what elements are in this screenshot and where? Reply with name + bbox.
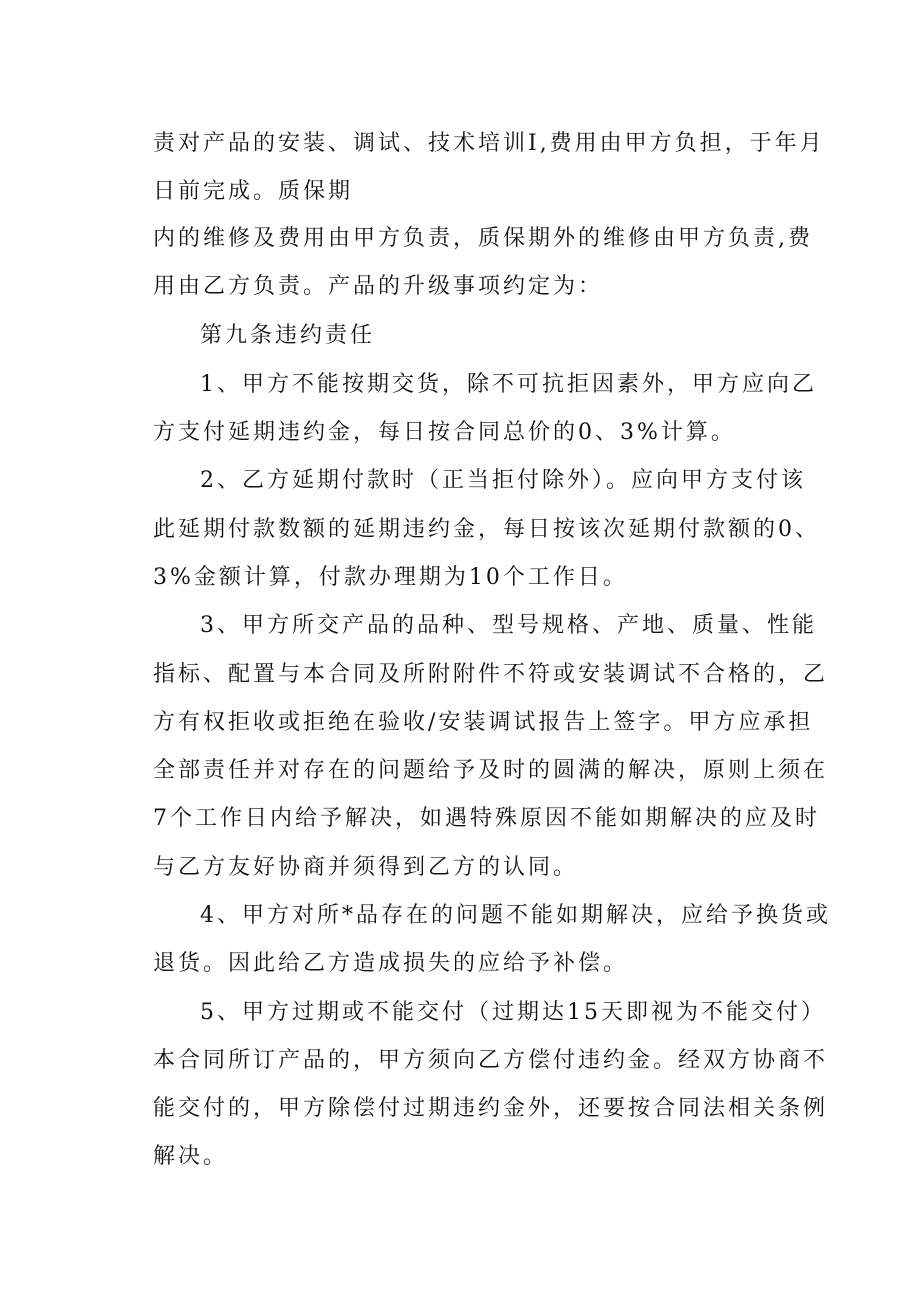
text-line: 此延期付款数额的延期违约金，每日按该次延期付款额的0、	[153, 517, 820, 542]
text-line: 解决。	[153, 1144, 229, 1169]
text-line: 5、甲方过期或不能交付（过期达15天即视为不能交付）	[200, 1000, 826, 1025]
text-line: 指标、配置与本合同及所附附件不符或安装调试不合格的，乙	[153, 662, 829, 687]
text-line: 1、甲方不能按期交货，除不可抗拒因素外，甲方应向乙	[200, 372, 817, 397]
text-line: 7个工作日内给予解决，如遇特殊原因不能如期解决的应及时	[153, 806, 820, 831]
section-heading: 第九条违约责任	[200, 323, 376, 348]
text-line: 本合同所订产品的，甲方须向乙方偿付违约金。经双方协商不	[153, 1048, 829, 1073]
text-line: 责对产品的安装、调试、技术培训I,费用由甲方负担，于年月	[153, 131, 825, 156]
text-line: 退货。因此给乙方造成损失的应给予补偿。	[153, 951, 629, 976]
text-line: 与乙方友好协商并须得到乙方的认同。	[153, 855, 579, 880]
text-line: 内的维修及费用由甲方负责，质保期外的维修由甲方负责,费	[153, 226, 813, 251]
text-line: 方支付延期违约金，每日按合同总价的0、3%计算。	[153, 420, 736, 445]
text-line: 2、乙方延期付款时（正当拒付除外）。应向甲方支付该	[200, 468, 806, 493]
text-line: 日前完成。质保期	[153, 179, 354, 204]
text-line: 3、甲方所交产品的品种、型号规格、产地、质量、性能	[200, 613, 817, 638]
text-line: 全部责任并对存在的问题给予及时的圆满的解决，原则上须在	[153, 758, 829, 783]
text-line: 用由乙方负责。产品的升级事项约定为：	[153, 274, 604, 299]
text-line: 4、甲方对所*品存在的问题不能如期解决，应给予换货或	[200, 903, 831, 928]
text-line: 3%金额计算，付款办理期为10个工作日。	[153, 565, 628, 590]
text-line: 能交付的，甲方除偿付过期违约金外，还要按合同法相关条例	[153, 1096, 829, 1121]
text-line: 方有权拒收或拒绝在验收/安装调试报告上签字。甲方应承担	[153, 710, 814, 735]
